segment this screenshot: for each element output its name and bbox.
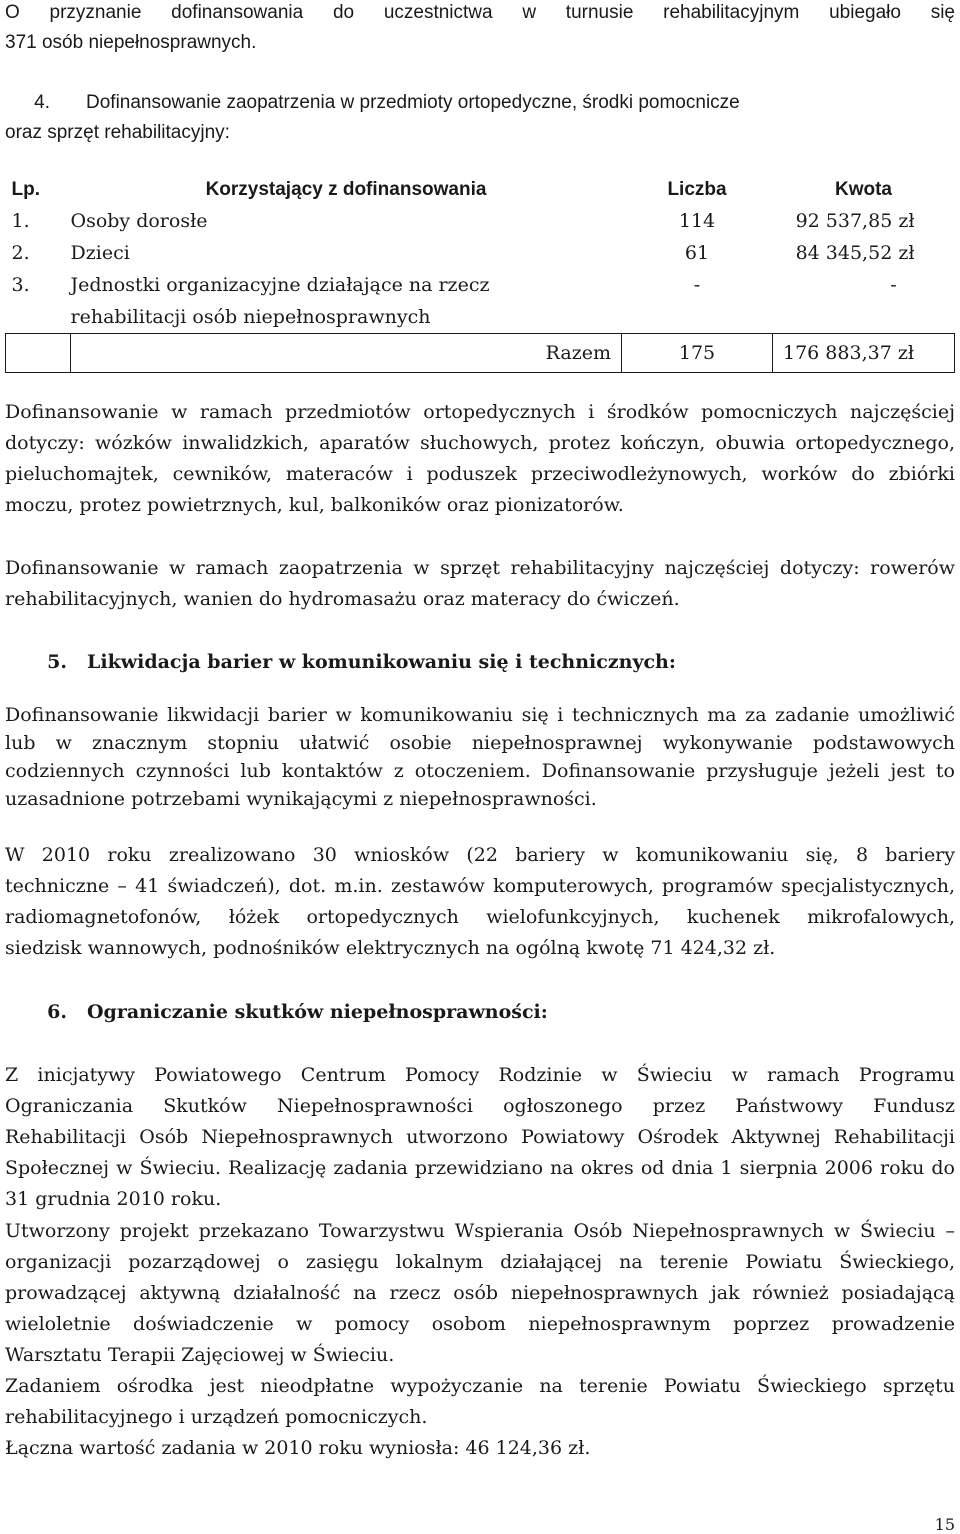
cell-name: Osoby dorosłe <box>70 210 208 232</box>
text-line: Warsztatu Terapii Zajęciowej w Świeciu. <box>5 1344 395 1366</box>
text-line: techniczne – 41 świadczeń), dot. m.in. zestawów komputerowych, programów specjalistycznych, <box>5 875 955 897</box>
barriers-paragraph <box>5 701 955 813</box>
total-value-paragraph <box>5 1433 955 1464</box>
section-title: Likwidacja barier w komunikowaniu się i technicznych: <box>87 651 676 673</box>
table-row <box>6 269 955 334</box>
text-line: wieloletnie doświadczenie w pomocy osobom niepełnosprawnym poprzez prowadzenie <box>5 1313 955 1335</box>
cell-count: 61 <box>684 242 710 264</box>
text-line: 371 osób niepełnosprawnych. <box>5 32 257 53</box>
text-line: uzasadnione potrzebami wynikającymi z niepełnosprawności. <box>5 788 597 810</box>
cell-amount: - <box>890 274 897 296</box>
section-number: 5. <box>47 651 67 673</box>
section-title: Ograniczanie skutków niepełnosprawności: <box>87 1001 548 1023</box>
cell-name-line: Jednostki organizacyjne działające na rzecz <box>70 274 490 296</box>
text-line: Z inicjatywy Powiatowego Centrum Pomocy Rodzinie w Świeciu w ramach Programu <box>5 1064 955 1086</box>
text-line: lub w znacznym stopniu ułatwić osobie niepełnosprawnej wykonywanie podstawowych <box>5 732 955 754</box>
intro-paragraph <box>5 0 955 58</box>
table-row <box>6 237 955 269</box>
page-number: 15 <box>934 1515 955 1534</box>
section-6-heading <box>5 996 955 1028</box>
cell-lp: 1. <box>11 210 30 232</box>
table-row <box>6 205 955 237</box>
task-paragraph <box>5 1371 955 1433</box>
text-line: 31 grudnia 2010 roku. <box>5 1188 222 1210</box>
section-number: 4. <box>34 92 50 113</box>
col-header-amount: Kwota <box>835 179 892 200</box>
cell-lp: 3. <box>11 274 30 296</box>
text-line: Ograniczania Skutków Niepełnosprawności ogłoszonego przez Państwowy Fundusz <box>5 1095 955 1117</box>
section-number: 6. <box>47 1001 67 1023</box>
col-header-name: Korzystający z dofinansowania <box>205 179 487 200</box>
total-count: 175 <box>622 334 773 373</box>
text-line: pieluchomajtek, cewników, materaców i poduszek przeciwodleżynowych, worków do zbiórki <box>5 463 955 485</box>
text-line: Utworzony projekt przekazano Towarzystwu Wspierania Osób Niepełnosprawnych w Świeciu – <box>5 1220 955 1242</box>
col-header-count: Liczba <box>667 179 727 200</box>
text-line: rehabilitacyjnych, wanien do hydromasażu oraz materacy do ćwiczeń. <box>5 588 680 610</box>
year-2010-paragraph <box>5 840 955 964</box>
text-line: Zadaniem ośrodka jest nieodpłatne wypożyczanie na terenie Powiatu Świeckiego sprzętu <box>5 1375 955 1397</box>
project-paragraph <box>5 1216 955 1371</box>
table-header-row <box>6 174 955 205</box>
section-title: Dofinansowanie zaopatrzenia w przedmioty ortopedyczne, środki pomocnicze <box>86 92 740 113</box>
text-line: organizacji pozarządowej o zasięgu lokalnym działającej na terenie Powiatu Świeckiego, <box>5 1251 955 1273</box>
initiative-paragraph <box>5 1060 955 1215</box>
text-line: rehabilitacyjnego i urządzeń pomocniczych. <box>5 1406 428 1428</box>
total-amount: 176 883,37 zł <box>773 334 955 373</box>
cell-name: Dzieci <box>70 242 130 264</box>
table-total-row <box>6 334 955 373</box>
text-line: dotyczy: wózków inwalidzkich, aparatów słuchowych, protez kończyn, obuwia ortopedycznego, <box>5 432 955 454</box>
cell-lp: 2. <box>11 242 30 264</box>
col-header-lp: Lp. <box>11 179 40 200</box>
section-4-heading <box>5 88 955 148</box>
cell-amount: 92 537,85 zł <box>795 210 915 232</box>
funding-table <box>5 174 955 373</box>
text-line: Dofinansowanie w ramach zaopatrzenia w sprzęt rehabilitacyjny najczęściej dotyczy: rowerów <box>5 557 955 579</box>
text-line: Społecznej w Świeciu. Realizację zadania przewidziano na okres od dnia 1 sierpnia 2006 roku do <box>5 1157 955 1179</box>
section-title-cont: oraz sprzęt rehabilitacyjny: <box>5 122 230 143</box>
text-line: radiomagnetofonów, łóżek ortopedycznych wielofunkcyjnych, kuchenek mikrofalowych, <box>5 906 955 928</box>
cell-empty <box>6 334 71 373</box>
cell-count: - <box>693 274 701 296</box>
cell-count: 114 <box>678 210 716 232</box>
orthopedic-items-paragraph <box>5 397 955 521</box>
cell-name <box>71 269 622 334</box>
rehab-equipment-paragraph <box>5 553 955 615</box>
text-line: Dofinansowanie likwidacji barier w komunikowaniu się i technicznych ma za zadanie umożliwić <box>5 704 955 726</box>
cell-name-line: rehabilitacji osób niepełnosprawnych <box>70 306 431 328</box>
text-line: prowadzącej aktywną działalność na rzecz osób niepełnosprawnych jak również posiadającą <box>5 1282 955 1304</box>
text-line: Łączna wartość zadania w 2010 roku wyniosła: 46 124,36 zł. <box>5 1437 591 1459</box>
total-label: Razem <box>71 334 622 373</box>
cell-amount: 84 345,52 zł <box>795 242 915 264</box>
text-line: O przyznanie dofinansowania do uczestnictwa w turnusie rehabilitacyjnym ubiegało się <box>5 2 955 23</box>
text-line: Dofinansowanie w ramach przedmiotów ortopedycznych i środków pomocniczych najczęściej <box>5 401 955 423</box>
text-line: codziennych czynności lub kontaktów z otoczeniem. Dofinansowanie przysługuje jeżeli jest to <box>5 760 955 782</box>
text-line: moczu, protez powietrznych, kul, balkoników oraz pionizatorów. <box>5 494 624 516</box>
text-line: Rehabilitacji Osób Niepełnosprawnych utworzono Powiatowy Ośrodek Aktywnej Rehabilitacji <box>5 1126 955 1148</box>
text-line: W 2010 roku zrealizowano 30 wniosków (22 bariery w komunikowaniu się, 8 bariery <box>5 844 955 866</box>
text-line: siedzisk wannowych, podnośników elektrycznych na ogólną kwotę 71 424,32 zł. <box>5 937 776 959</box>
section-5-heading <box>5 646 955 678</box>
